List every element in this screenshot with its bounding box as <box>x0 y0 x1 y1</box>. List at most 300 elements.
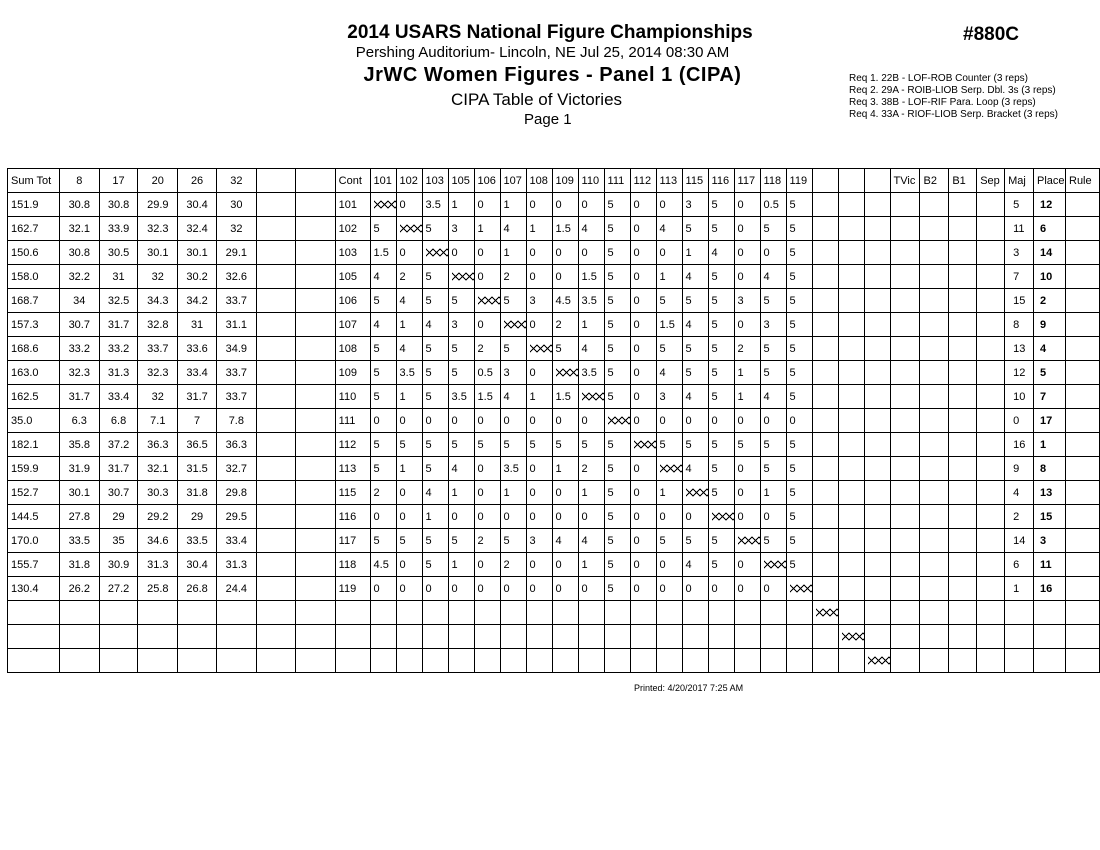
versus-cell: 1.5 <box>578 265 604 289</box>
versus-cell: 5 <box>682 361 708 385</box>
column-header: 109 <box>552 169 578 193</box>
versus-cell <box>500 313 526 337</box>
b1-cell <box>949 529 977 553</box>
versus-cell: 0 <box>396 577 422 601</box>
judge-score-cell: 6.3 <box>59 409 99 433</box>
column-header: 112 <box>630 169 656 193</box>
empty-cell <box>296 217 335 241</box>
versus-cell <box>474 601 500 625</box>
versus-cell: 5 <box>708 457 734 481</box>
place-cell: 2 <box>1034 289 1066 313</box>
empty-cell <box>977 625 1005 649</box>
judge-score-cell: 33.2 <box>59 337 99 361</box>
sum-total-cell: 168.6 <box>8 337 60 361</box>
versus-cell: 4 <box>422 313 448 337</box>
rule-cell <box>1066 193 1100 217</box>
empty-cell <box>216 625 256 649</box>
empty-cell <box>920 625 949 649</box>
empty-cell <box>296 289 335 313</box>
self-match-mark <box>400 223 422 234</box>
versus-cell: 3 <box>500 361 526 385</box>
versus-cell: 0 <box>474 193 500 217</box>
self-match-mark <box>764 559 786 570</box>
versus-cell: 0 <box>500 409 526 433</box>
versus-cell <box>370 625 396 649</box>
versus-cell <box>760 625 786 649</box>
versus-cell: 5 <box>422 217 448 241</box>
versus-cell: 4.5 <box>552 289 578 313</box>
versus-cell <box>864 409 890 433</box>
versus-cell: 5 <box>656 529 682 553</box>
versus-cell: 0 <box>422 409 448 433</box>
sep-cell <box>977 505 1005 529</box>
rule-cell <box>1066 385 1100 409</box>
versus-cell: 5 <box>604 337 630 361</box>
versus-cell <box>812 313 838 337</box>
versus-cell: 1 <box>422 505 448 529</box>
versus-cell <box>838 553 864 577</box>
versus-cell: 5 <box>448 529 474 553</box>
empty-cell <box>949 625 977 649</box>
versus-cell <box>838 361 864 385</box>
sum-total-cell: 152.7 <box>8 481 60 505</box>
tvic-cell <box>890 529 920 553</box>
sum-total-cell: 155.7 <box>8 553 60 577</box>
column-header: 119 <box>786 169 812 193</box>
judge-score-cell: 7 <box>178 409 217 433</box>
versus-cell <box>864 313 890 337</box>
versus-cell <box>812 361 838 385</box>
b1-cell <box>949 553 977 577</box>
versus-cell: 5 <box>786 265 812 289</box>
versus-cell: 0 <box>734 217 760 241</box>
versus-cell: 5 <box>604 193 630 217</box>
versus-cell: 0 <box>682 409 708 433</box>
versus-cell: 5 <box>370 529 396 553</box>
majority-cell: 7 <box>1005 265 1034 289</box>
versus-cell <box>812 553 838 577</box>
judge-score-cell: 31.7 <box>99 457 138 481</box>
versus-cell: 1 <box>552 457 578 481</box>
table-row <box>8 409 1100 433</box>
versus-cell: 5 <box>604 313 630 337</box>
versus-cell: 4 <box>578 529 604 553</box>
versus-cell: 0 <box>474 265 500 289</box>
b2-cell <box>920 361 949 385</box>
contestant-cell: 102 <box>335 217 370 241</box>
judge-score-cell: 33.7 <box>216 385 256 409</box>
versus-cell <box>760 601 786 625</box>
b1-cell <box>949 409 977 433</box>
versus-cell <box>812 577 838 601</box>
b2-cell <box>920 337 949 361</box>
tvic-cell <box>890 241 920 265</box>
versus-cell: 5 <box>786 481 812 505</box>
versus-cell: 5 <box>370 289 396 313</box>
versus-cell: 4 <box>682 265 708 289</box>
requirements-list <box>849 73 1058 121</box>
versus-cell: 5 <box>786 217 812 241</box>
judge-score-cell: 30.1 <box>59 481 99 505</box>
versus-cell: 0 <box>474 577 500 601</box>
judge-score-cell: 26.8 <box>178 577 217 601</box>
versus-cell <box>786 577 812 601</box>
versus-cell: 1 <box>656 265 682 289</box>
empty-cell <box>1005 625 1034 649</box>
b2-cell <box>920 577 949 601</box>
rule-cell <box>1066 217 1100 241</box>
tvic-cell <box>890 289 920 313</box>
versus-cell: 1 <box>448 193 474 217</box>
column-header: Sum Tot <box>8 169 60 193</box>
empty-cell <box>296 313 335 337</box>
versus-cell: 0 <box>630 577 656 601</box>
empty-cell <box>256 241 295 265</box>
sep-cell <box>977 529 1005 553</box>
versus-cell: 5 <box>604 433 630 457</box>
column-header: Cont <box>335 169 370 193</box>
place-cell: 12 <box>1034 193 1066 217</box>
versus-cell <box>656 601 682 625</box>
versus-cell: 5 <box>370 433 396 457</box>
judge-score-cell: 34.9 <box>216 337 256 361</box>
sum-total-cell: 130.4 <box>8 577 60 601</box>
versus-cell: 2 <box>396 265 422 289</box>
sep-cell <box>977 313 1005 337</box>
sum-total-cell: 163.0 <box>8 361 60 385</box>
rule-cell <box>1066 457 1100 481</box>
judge-score-cell: 27.8 <box>59 505 99 529</box>
versus-cell: 5 <box>396 529 422 553</box>
versus-cell: 3.5 <box>448 385 474 409</box>
majority-cell: 10 <box>1005 385 1034 409</box>
empty-cell <box>296 241 335 265</box>
table-row <box>8 289 1100 313</box>
versus-cell: 4 <box>708 241 734 265</box>
empty-cell <box>335 649 370 673</box>
table-row <box>8 193 1100 217</box>
versus-cell: 0 <box>370 505 396 529</box>
contestant-cell: 103 <box>335 241 370 265</box>
versus-cell: 5 <box>786 385 812 409</box>
empty-cell <box>1034 649 1066 673</box>
judge-score-cell: 31.8 <box>178 481 217 505</box>
judge-score-cell: 31.3 <box>99 361 138 385</box>
versus-cell: 5 <box>604 241 630 265</box>
versus-cell: 1 <box>734 385 760 409</box>
versus-cell: 5 <box>682 217 708 241</box>
table-row <box>8 481 1100 505</box>
self-match-mark <box>686 487 708 498</box>
versus-cell <box>812 433 838 457</box>
tvic-cell <box>890 553 920 577</box>
versus-cell: 0 <box>630 337 656 361</box>
empty-cell <box>256 217 295 241</box>
versus-cell <box>552 625 578 649</box>
versus-cell <box>396 625 422 649</box>
versus-cell: 5 <box>656 433 682 457</box>
versus-cell: 0 <box>396 553 422 577</box>
empty-cell <box>256 505 295 529</box>
majority-cell: 8 <box>1005 313 1034 337</box>
empty-cell <box>1005 601 1034 625</box>
versus-cell <box>656 649 682 673</box>
tvic-cell <box>890 457 920 481</box>
versus-cell <box>812 601 838 625</box>
sep-cell <box>977 289 1005 313</box>
versus-cell <box>838 313 864 337</box>
empty-cell <box>977 601 1005 625</box>
versus-cell: 0 <box>630 457 656 481</box>
table-row <box>8 649 1100 673</box>
versus-cell: 4 <box>396 289 422 313</box>
empty-cell <box>890 649 920 673</box>
versus-cell: 0 <box>526 505 552 529</box>
column-header <box>838 169 864 193</box>
b2-cell <box>920 289 949 313</box>
versus-cell: 1 <box>734 361 760 385</box>
self-match-mark <box>374 199 396 210</box>
self-match-mark <box>712 511 734 522</box>
empty-cell <box>8 649 60 673</box>
empty-cell <box>296 649 335 673</box>
place-cell: 11 <box>1034 553 1066 577</box>
versus-cell: 5 <box>422 457 448 481</box>
versus-cell: 0 <box>500 577 526 601</box>
empty-cell <box>890 601 920 625</box>
column-header <box>864 169 890 193</box>
judge-score-cell: 32.1 <box>59 217 99 241</box>
versus-cell <box>812 217 838 241</box>
event-name: JrWC Women Figures - Panel 1 (CIPA) <box>363 64 742 86</box>
versus-cell: 0 <box>552 193 578 217</box>
versus-cell <box>786 601 812 625</box>
column-header: 26 <box>178 169 217 193</box>
b2-cell <box>920 505 949 529</box>
versus-cell <box>604 409 630 433</box>
rule-cell <box>1066 505 1100 529</box>
b1-cell <box>949 505 977 529</box>
judge-score-cell: 31.7 <box>59 385 99 409</box>
versus-cell <box>474 289 500 313</box>
requirement-item: Req 3. 38B - LOF-RIF Para. Loop (3 reps) <box>849 97 1036 108</box>
versus-cell <box>838 337 864 361</box>
b1-cell <box>949 313 977 337</box>
b2-cell <box>920 529 949 553</box>
judge-score-cell: 32 <box>216 217 256 241</box>
majority-cell: 4 <box>1005 481 1034 505</box>
versus-cell: 4 <box>578 337 604 361</box>
versus-cell: 4 <box>370 265 396 289</box>
versus-cell: 0 <box>630 529 656 553</box>
judge-score-cell: 29.8 <box>216 481 256 505</box>
sep-cell <box>977 457 1005 481</box>
versus-cell <box>812 457 838 481</box>
versus-cell <box>734 625 760 649</box>
contestant-cell: 101 <box>335 193 370 217</box>
judge-score-cell: 32.5 <box>99 289 138 313</box>
judge-score-cell: 36.3 <box>138 433 178 457</box>
empty-cell <box>178 625 217 649</box>
versus-cell: 1 <box>578 553 604 577</box>
empty-cell <box>335 625 370 649</box>
versus-cell: 5 <box>708 313 734 337</box>
judge-score-cell: 33.9 <box>99 217 138 241</box>
versus-cell: 0 <box>396 505 422 529</box>
versus-cell: 3.5 <box>422 193 448 217</box>
empty-cell <box>256 289 295 313</box>
b1-cell <box>949 457 977 481</box>
versus-cell <box>812 385 838 409</box>
judge-score-cell: 31.7 <box>178 385 217 409</box>
versus-cell <box>812 193 838 217</box>
versus-cell: 1 <box>682 241 708 265</box>
versus-cell: 5 <box>422 337 448 361</box>
b2-cell <box>920 193 949 217</box>
versus-cell: 5 <box>500 337 526 361</box>
b1-cell <box>949 577 977 601</box>
versus-cell: 3 <box>656 385 682 409</box>
versus-cell: 5 <box>760 361 786 385</box>
versus-cell: 1.5 <box>474 385 500 409</box>
self-match-mark <box>634 439 656 450</box>
versus-cell <box>812 529 838 553</box>
contestant-cell: 117 <box>335 529 370 553</box>
versus-cell <box>552 601 578 625</box>
versus-cell: 5 <box>370 457 396 481</box>
rule-cell <box>1066 289 1100 313</box>
table-row <box>8 241 1100 265</box>
versus-cell: 5 <box>604 457 630 481</box>
place-cell: 10 <box>1034 265 1066 289</box>
versus-cell: 4 <box>760 385 786 409</box>
versus-cell <box>864 457 890 481</box>
requirement-item: Req 2. 29A - ROIB-LIOB Serp. Dbl. 3s (3 reps) <box>849 85 1056 96</box>
versus-cell: 5 <box>708 217 734 241</box>
tvic-cell <box>890 265 920 289</box>
majority-cell: 2 <box>1005 505 1034 529</box>
versus-cell: 5 <box>708 193 734 217</box>
column-header: 117 <box>734 169 760 193</box>
versus-cell: 1.5 <box>370 241 396 265</box>
column-header: 106 <box>474 169 500 193</box>
sep-cell <box>977 361 1005 385</box>
versus-cell <box>838 529 864 553</box>
versus-cell: 5 <box>552 433 578 457</box>
contestant-cell: 118 <box>335 553 370 577</box>
versus-cell <box>370 649 396 673</box>
versus-cell: 5 <box>682 529 708 553</box>
versus-cell: 0 <box>474 241 500 265</box>
versus-cell <box>864 241 890 265</box>
empty-cell <box>296 529 335 553</box>
b2-cell <box>920 433 949 457</box>
versus-cell: 0 <box>734 505 760 529</box>
versus-cell: 1 <box>526 217 552 241</box>
judge-score-cell: 33.6 <box>178 337 217 361</box>
versus-cell: 1 <box>396 385 422 409</box>
column-header <box>812 169 838 193</box>
majority-cell: 14 <box>1005 529 1034 553</box>
rule-cell <box>1066 361 1100 385</box>
versus-cell: 2 <box>474 337 500 361</box>
contestant-cell: 108 <box>335 337 370 361</box>
column-header: 20 <box>138 169 178 193</box>
versus-cell: 5 <box>682 289 708 313</box>
majority-cell: 12 <box>1005 361 1034 385</box>
versus-cell: 0 <box>578 577 604 601</box>
versus-cell: 5 <box>760 529 786 553</box>
b1-cell <box>949 481 977 505</box>
majority-cell: 16 <box>1005 433 1034 457</box>
judge-score-cell: 30.2 <box>178 265 217 289</box>
judge-score-cell: 27.2 <box>99 577 138 601</box>
judge-score-cell: 26.2 <box>59 577 99 601</box>
place-cell: 9 <box>1034 313 1066 337</box>
versus-cell <box>656 625 682 649</box>
versus-cell: 5 <box>500 433 526 457</box>
versus-cell: 5 <box>422 433 448 457</box>
tvic-cell <box>890 577 920 601</box>
versus-cell: 0 <box>786 409 812 433</box>
empty-cell <box>1066 649 1100 673</box>
versus-cell: 3 <box>760 313 786 337</box>
versus-cell: 0 <box>630 361 656 385</box>
versus-cell: 0 <box>760 241 786 265</box>
table-row <box>8 265 1100 289</box>
versus-cell: 1 <box>526 385 552 409</box>
versus-cell <box>630 601 656 625</box>
versus-cell <box>474 625 500 649</box>
versus-cell: 5 <box>604 529 630 553</box>
empty-cell <box>920 649 949 673</box>
b1-cell <box>949 433 977 457</box>
judge-score-cell: 33.7 <box>216 361 256 385</box>
versus-cell: 0 <box>734 457 760 481</box>
versus-cell <box>864 361 890 385</box>
versus-cell <box>812 265 838 289</box>
versus-cell: 5 <box>370 217 396 241</box>
table-row <box>8 505 1100 529</box>
column-header: 105 <box>448 169 474 193</box>
column-header: 101 <box>370 169 396 193</box>
empty-cell <box>1066 625 1100 649</box>
versus-cell <box>370 601 396 625</box>
versus-cell: 3.5 <box>396 361 422 385</box>
self-match-mark <box>608 415 630 426</box>
versus-cell: 0 <box>526 553 552 577</box>
versus-cell: 1 <box>474 217 500 241</box>
judge-score-cell: 30.3 <box>138 481 178 505</box>
sum-total-cell: 157.3 <box>8 313 60 337</box>
versus-cell: 0 <box>630 385 656 409</box>
versus-cell: 0 <box>396 481 422 505</box>
versus-cell: 5 <box>656 337 682 361</box>
versus-cell: 5 <box>370 361 396 385</box>
b1-cell <box>949 289 977 313</box>
versus-cell: 0 <box>708 577 734 601</box>
empty-cell <box>8 625 60 649</box>
versus-cell: 0 <box>578 409 604 433</box>
versus-cell: 0 <box>656 409 682 433</box>
versus-cell: 0 <box>552 577 578 601</box>
self-match-mark <box>660 463 682 474</box>
column-header <box>296 169 335 193</box>
versus-cell <box>578 385 604 409</box>
empty-cell <box>296 457 335 481</box>
versus-cell: 5 <box>786 505 812 529</box>
empty-cell <box>256 193 295 217</box>
